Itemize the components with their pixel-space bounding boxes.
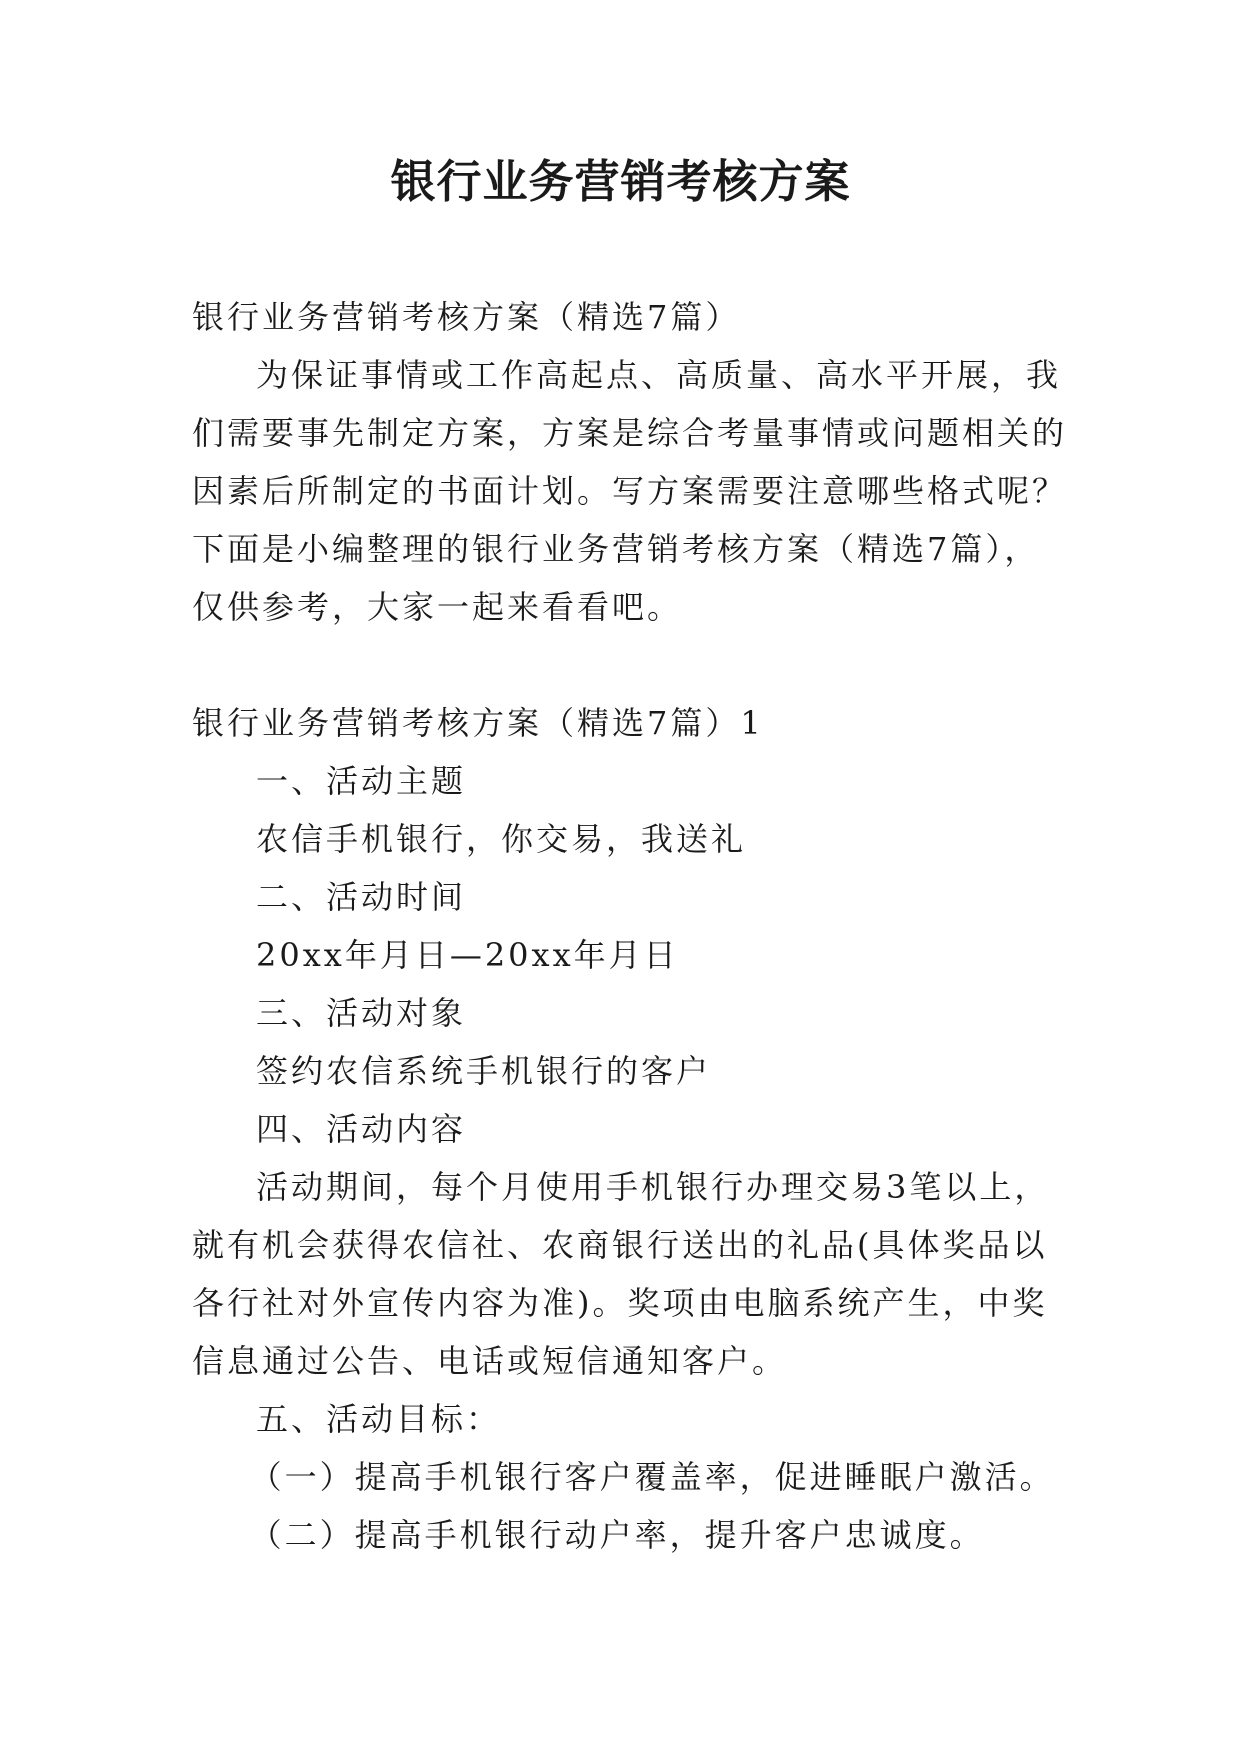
document-body: [192, 288, 1072, 1564]
goal-item-1: （一）提高手机银行客户覆盖率，促进睡眠户激活。: [249, 1458, 1055, 1496]
activity-target-text: 签约农信系统手机银行的客户: [256, 1052, 712, 1090]
activity-content-paragraph: 活动期间，每个月使用手机银行办理交易3笔以上，就有机会获得农信社、农商银行送出的礼品(具体奖品以各行社对外宣传内容为准)。奖项由电脑系统产生，中奖信息通过公告、电话或短信通知客户。: [192, 1168, 1050, 1380]
document-title: 银行业务营销考核方案: [390, 155, 851, 208]
goal-item-2: （二）提高手机银行动户率，提升客户忠诚度。: [249, 1516, 985, 1554]
heading-activity-content: 四、活动内容: [256, 1110, 467, 1148]
intro-paragraph: 为保证事情或工作高起点、高质量、高水平开展，我们需要事先制定方案，方案是综合考量事情或问题相关的因素后所制定的书面计划。写方案需要注意哪些格式呢？下面是小编整理的银行业务营销考核方案（精选7篇），仅供参考，大家一起来看看吧。: [192, 356, 1068, 626]
activity-theme-text: 农信手机银行，你交易，我送礼: [256, 820, 747, 858]
document-subtitle: 银行业务营销考核方案（精选7篇）: [192, 298, 741, 336]
heading-activity-target: 三、活动对象: [256, 994, 467, 1032]
heading-activity-time: 二、活动时间: [256, 878, 467, 916]
paragraph-spacer: [192, 636, 1072, 694]
heading-activity-goals: 五、活动目标：: [256, 1400, 502, 1438]
activity-time-text: 20xx年月日—20xx年月日: [256, 936, 679, 974]
heading-activity-theme: 一、活动主题: [256, 762, 467, 800]
section-title: 银行业务营销考核方案（精选7篇）1: [192, 704, 764, 742]
